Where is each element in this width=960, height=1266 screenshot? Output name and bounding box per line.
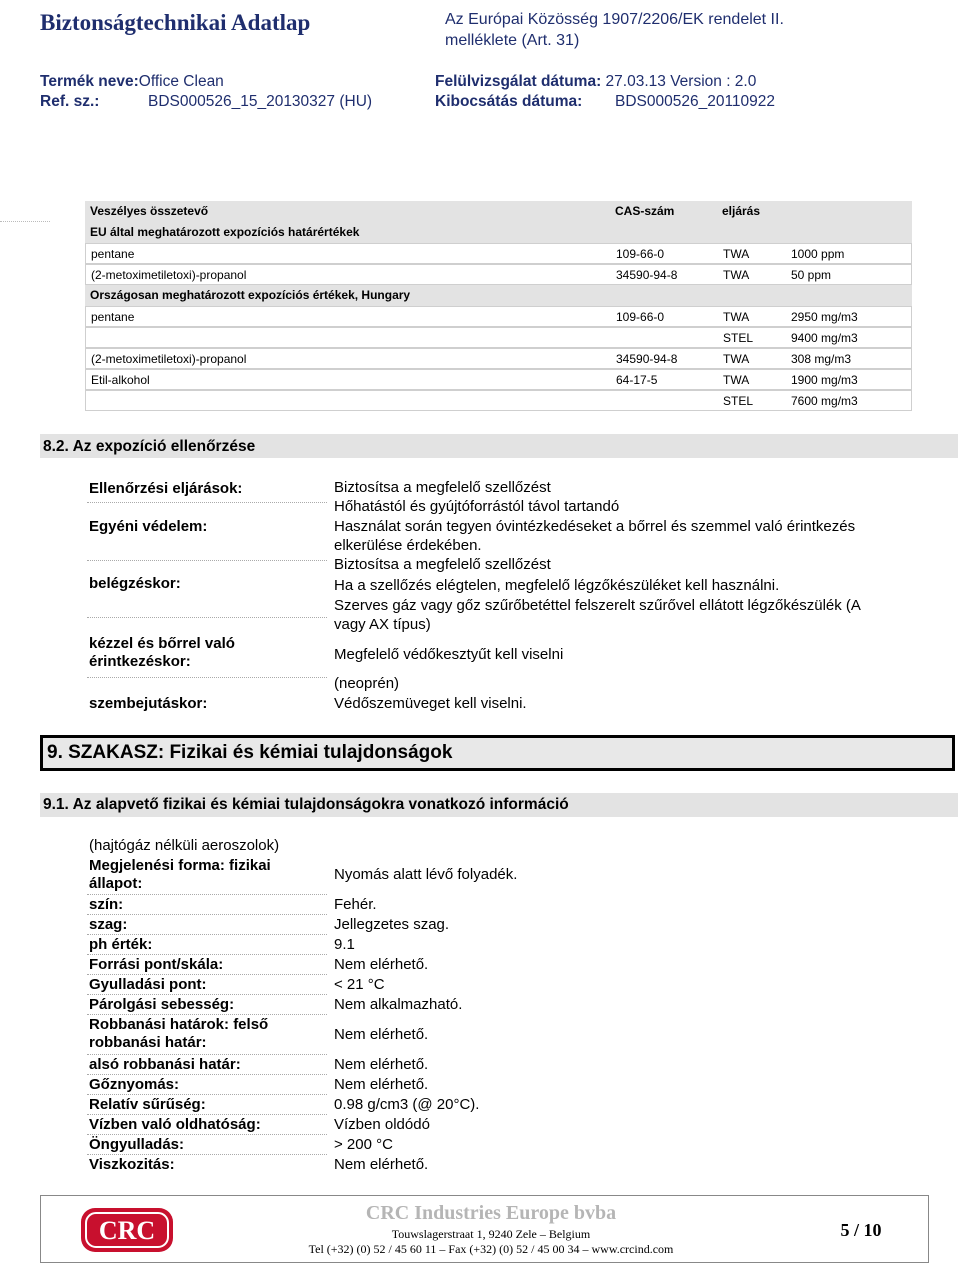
limit-value: 1900 mg/m3 (791, 373, 858, 387)
separator (87, 914, 327, 915)
product-label: Termék neve: (40, 73, 139, 90)
property-value: Jellegzetes szag. (334, 916, 450, 933)
limit-type: TWA (723, 247, 750, 261)
property-value: Nyomás alatt lévő folyadék. (334, 866, 518, 883)
separator (87, 1074, 327, 1075)
property-value: < 21 °C (334, 976, 385, 993)
header-procedure: eljárás (722, 204, 761, 218)
label-skin-contact: kézzel és bőrrel való érintkezéskor: (89, 635, 235, 670)
limit-value: 1000 ppm (791, 247, 845, 261)
footer-address: Touwslagerstraat 1, 9240 Zele – Belgium (391, 1227, 591, 1241)
limit-type: STEL (723, 331, 754, 345)
label-personal-protection: Egyéni védelem: (89, 518, 208, 535)
property-label: szín: (89, 896, 124, 913)
separator (87, 1114, 327, 1115)
property-value: Nem elérhető. (334, 956, 429, 973)
page-footer (40, 1195, 929, 1263)
footer-contact: Tel (+32) (0) 52 / 45 60 11 – Fax (+32) (0) 52 / 45 00 34 – www.crcind.com (308, 1242, 674, 1256)
property-label: ph érték: (89, 936, 153, 953)
control-text: vagy AX típus) (334, 616, 431, 633)
limit-type: TWA (723, 352, 750, 366)
property-label: Robbanási határok: felső robbanási határ: (89, 1016, 269, 1051)
label-control-procedures: Ellenőrzési eljárások: (89, 480, 243, 497)
cas-number: 109-66-0 (616, 247, 665, 261)
property-value: Vízben oldódó (334, 1116, 430, 1133)
limit-type: TWA (723, 310, 750, 324)
property-label: Relatív sűrűség: (89, 1096, 206, 1113)
revision-value: 27.03.13 Version : 2.0 (605, 73, 757, 90)
property-value: Nem elérhető. (334, 1076, 429, 1093)
separator (87, 974, 327, 975)
component-name: Etil-alkohol (91, 373, 150, 387)
issue-label: Kibocsátás dátuma: (435, 93, 583, 110)
page-number: 5 / 10 (840, 1220, 882, 1240)
limit-type: TWA (723, 373, 750, 387)
footer-company: CRC Industries Europe bvba (365, 1202, 617, 1224)
component-name: pentane (91, 247, 135, 261)
property-value: 9.1 (334, 936, 355, 953)
section-9-1-title: 9.1. Az alapvető fizikai és kémiai tulajdonságokra vonatkozó információ (43, 796, 569, 813)
issue-value: BDS000526_20110922 (615, 93, 776, 110)
logo-text: CRC (98, 1216, 156, 1245)
control-text: Biztosítsa a megfelelő szellőzést (334, 479, 551, 496)
cas-number: 109-66-0 (616, 310, 665, 324)
eu-group-title: EU által meghatározott expozíciós határértékek (90, 225, 360, 239)
separator (87, 1054, 327, 1055)
crc-logo-icon (79, 1206, 175, 1254)
control-text: Hőhatástól és gyújtóforrástól távol tartandó (334, 498, 620, 515)
limit-type: STEL (723, 394, 754, 408)
property-label: Gyulladási pont: (89, 976, 207, 993)
aerosol-note: (hajtógáz nélküli aeroszolok) (89, 837, 280, 854)
separator (87, 1154, 327, 1155)
property-label: alsó robbanási határ: (89, 1056, 241, 1073)
ref-label: Ref. sz.: (40, 93, 100, 110)
property-value: Nem elérhető. (334, 1056, 429, 1073)
separator (87, 994, 327, 995)
separator (87, 894, 327, 895)
limit-value: 50 ppm (791, 268, 832, 282)
property-label: szag: (89, 916, 128, 933)
limit-value: 2950 mg/m3 (791, 310, 858, 324)
property-label: Forrási pont/skála: (89, 956, 224, 973)
document-title: Biztonságtechnikai Adatlap (40, 10, 311, 35)
property-label: Vízben való oldhatóság: (89, 1116, 261, 1133)
property-label: Megjelenési forma: fizikai állapot: (89, 857, 271, 892)
component-name: pentane (91, 310, 135, 324)
separator (87, 934, 327, 935)
property-value: 0.98 g/cm3 (@ 20°C). (334, 1096, 480, 1113)
label-eye-contact: szembejutáskor: (89, 695, 208, 712)
cas-number: 34590-94-8 (616, 268, 678, 282)
limit-value: 308 mg/m3 (791, 352, 852, 366)
control-text: (neoprén) (334, 675, 400, 692)
ref-value: BDS000526_15_20130327 (HU) (148, 93, 373, 110)
crc-logo (79, 1206, 175, 1254)
control-text: Megfelelő védőkesztyűt kell viselni (334, 646, 564, 663)
control-text: Ha a szellőzés elégtelen, megfelelő légzőkészüléket kell használni. (334, 577, 780, 594)
cas-number: 64-17-5 (616, 373, 658, 387)
header-component: Veszélyes összetevő (90, 204, 209, 218)
separator (87, 954, 327, 955)
control-text: Szerves gáz vagy gőz szűrőbetéttel felszerelt szűrővel ellátott légzőkészülék (A (334, 597, 861, 614)
cas-number: 34590-94-8 (616, 352, 678, 366)
property-label: Párolgási sebesség: (89, 996, 235, 1013)
property-value: Nem elérhető. (334, 1156, 429, 1173)
revision-label: Felülvizsgálat dátuma: (435, 73, 602, 90)
separator (87, 1134, 327, 1135)
property-label: Gőznyomás: (89, 1076, 180, 1093)
property-value: Fehér. (334, 896, 377, 913)
control-text: Védőszemüveget kell viselni. (334, 695, 527, 712)
regulation-line-2: melléklete (Art. 31) (445, 32, 580, 49)
control-text: Használat során tegyen óvintézkedéseket a bőrrel és szemmel való érintkezés (334, 518, 856, 535)
regulation-line-1: Az Európai Közösség 1907/2206/EK rendelet II. (445, 11, 784, 28)
property-label: Viszkozitás: (89, 1156, 175, 1173)
separator (87, 1014, 327, 1015)
control-text: elkerülése érdekében. (334, 537, 482, 554)
national-group-title: Országosan meghatározott expozíciós értékek, Hungary (90, 288, 411, 302)
component-name: (2-metoximetiletoxi)-propanol (91, 268, 247, 282)
label-inhalation: belégzéskor: (89, 575, 181, 592)
limit-value: 9400 mg/m3 (791, 331, 858, 345)
component-name: (2-metoximetiletoxi)-propanol (91, 352, 247, 366)
property-value: Nem elérhető. (334, 1026, 429, 1043)
section-9-title: 9. SZAKASZ: Fizikai és kémiai tulajdonságok (47, 742, 453, 763)
product-value: Office Clean (138, 73, 224, 90)
property-value: Nem alkalmazható. (334, 996, 463, 1013)
property-value: > 200 °C (334, 1136, 393, 1153)
section-8-2-title: 8.2. Az expozíció ellenőrzése (43, 438, 256, 455)
limit-value: 7600 mg/m3 (791, 394, 858, 408)
property-label: Öngyulladás: (89, 1136, 185, 1153)
limit-type: TWA (723, 268, 750, 282)
control-text: Biztosítsa a megfelelő szellőzést (334, 556, 551, 573)
separator (87, 1094, 327, 1095)
header-cas: CAS-szám (615, 204, 675, 218)
